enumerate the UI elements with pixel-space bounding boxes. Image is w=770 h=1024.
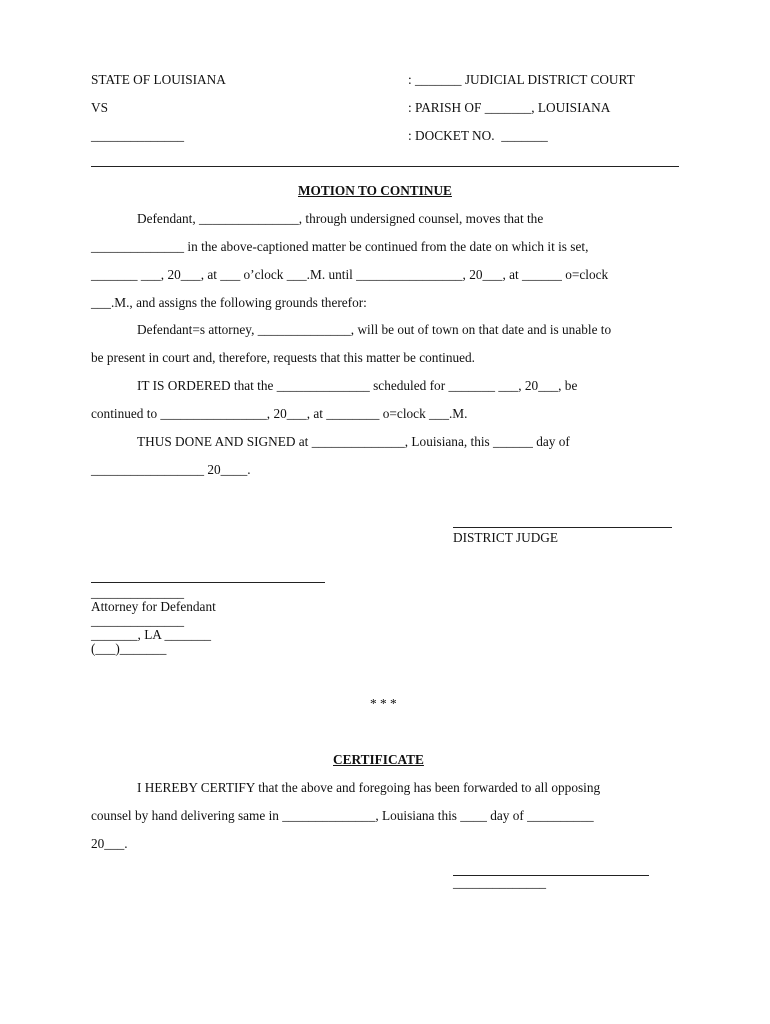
motion-line-4: ___.M., and assigns the following grounds therefor: (91, 295, 367, 310)
motion-title: MOTION TO CONTINUE (298, 183, 452, 198)
judge-signature-line (453, 527, 672, 528)
order-line-1: IT IS ORDERED that the ______________ scheduled for _______ ___, 20___, be (137, 378, 578, 393)
attorney-signature-line (91, 582, 325, 583)
parish-line: : PARISH OF _______, LOUISIANA (408, 100, 611, 115)
docket-number: : DOCKET NO. _______ (408, 128, 548, 143)
motion-line-2: ______________ in the above-captioned matter be continued from the date on which it is set, (91, 239, 589, 254)
certificate-signature-blank: ______________ (453, 875, 547, 890)
attorney-phone: (___)_______ (91, 641, 167, 656)
motion-line-1: Defendant, _______________, through undersigned counsel, moves that the (137, 211, 544, 226)
versus-label: VS (91, 100, 108, 115)
attorney-address-blank: ______________ (91, 613, 185, 628)
motion-line-3: _______ ___, 20___, at ___ o’clock ___.M. until ________________, 20___, at ______ o=clock (91, 267, 609, 282)
order-line-2: continued to ________________, 20___, at ________ o=clock ___.M. (91, 406, 468, 421)
attorney-city-state: _______, LA _______ (91, 627, 212, 642)
certificate-line-2: counsel by hand delivering same in ______________, Louisiana this ____ day of __________ (91, 808, 594, 823)
order-line-4: _________________ 20____. (91, 462, 251, 477)
judicial-district-court: : _______ JUDICIAL DISTRICT COURT (408, 72, 635, 87)
district-judge-label: DISTRICT JUDGE (453, 530, 559, 545)
section-separator: * * * (370, 696, 397, 711)
caption-divider (91, 166, 679, 167)
motion-line-5: Defendant=s attorney, ______________, will be out of town on that date and is unable to (137, 322, 612, 337)
certificate-line-1: I HEREBY CERTIFY that the above and foregoing has been forwarded to all opposing (137, 780, 601, 795)
certificate-line-3: 20___. (91, 836, 128, 851)
defendant-name-blank: ______________ (91, 128, 185, 143)
attorney-name-blank: ______________ (91, 585, 185, 600)
order-line-3: THUS DONE AND SIGNED at ______________, Louisiana, this ______ day of (137, 434, 570, 449)
certificate-title: CERTIFICATE (333, 752, 424, 767)
attorney-for-defendant-label: Attorney for Defendant (91, 599, 216, 614)
motion-line-6: be present in court and, therefore, requests that this matter be continued. (91, 350, 475, 365)
state-of-louisiana: STATE OF LOUISIANA (91, 72, 226, 87)
